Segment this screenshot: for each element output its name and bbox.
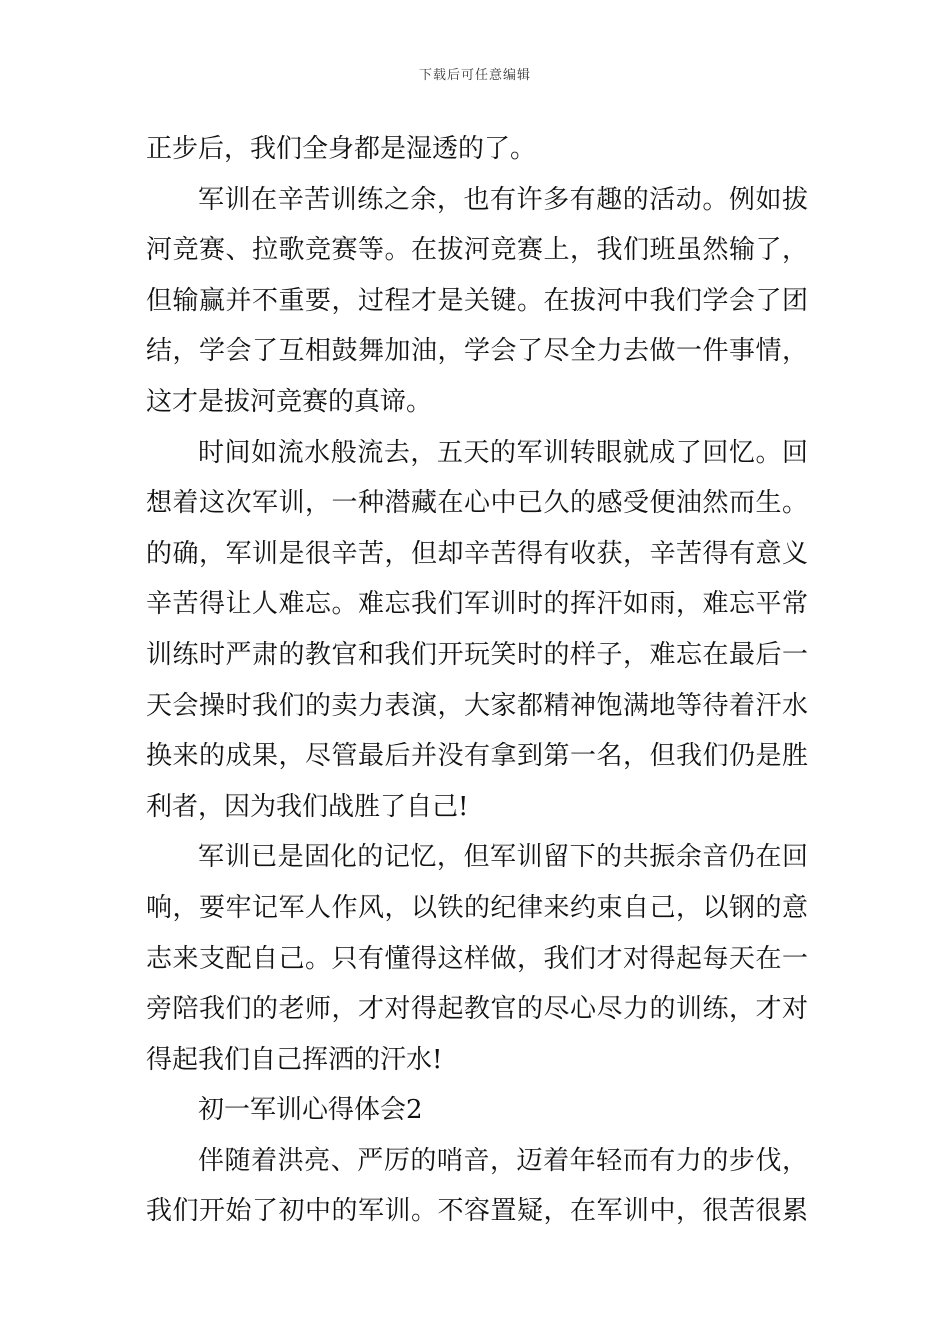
text-line: 得起我们自己挥洒的汗水! bbox=[146, 1044, 443, 1075]
text-line: 但输赢并不重要，过程才是关键。在拔河中我们学会了团 bbox=[146, 285, 808, 316]
text-line: 伴随着洪亮、严厉的哨音，迈着年轻而有力的步伐， bbox=[198, 1145, 808, 1176]
text-line: 河竞赛、拉歌竞赛等。在拔河竞赛上，我们班虽然输了， bbox=[146, 235, 808, 266]
text-line: 军训在辛苦训练之余，也有许多有趣的活动。例如拔 bbox=[198, 184, 808, 215]
paragraph-memories bbox=[146, 428, 808, 833]
text-line: 想着这次军训，一种潜藏在心中已久的感受便油然而生。 bbox=[146, 488, 808, 519]
text-line: 时间如流水般流去，五天的军训转眼就成了回忆。回 bbox=[198, 437, 808, 468]
text-line: 结，学会了互相鼓舞加油，学会了尽全力去做一件事情， bbox=[146, 336, 808, 367]
text-line: 的确，军训是很辛苦，但却辛苦得有收获，辛苦得有意义 bbox=[146, 538, 808, 569]
paragraph-resolution bbox=[146, 832, 808, 1085]
text-line: 志来支配自己。只有懂得这样做，我们才对得起每天在一 bbox=[146, 943, 808, 974]
paragraph-intro-2 bbox=[146, 1136, 808, 1237]
page-header: 下载后可任意编辑 bbox=[418, 68, 531, 83]
text-line: 正步后，我们全身都是湿透的了。 bbox=[146, 134, 537, 164]
text-line: 训练时严肃的教官和我们开玩笑时的样子，难忘在最后一 bbox=[146, 639, 808, 670]
text-line: 这才是拔河竞赛的真谛。 bbox=[146, 386, 433, 417]
text-line: 军训已是固化的记忆，但军训留下的共振余音仍在回 bbox=[198, 842, 808, 873]
section-title: 初一军训心得体会2 bbox=[198, 1095, 423, 1126]
text-line: 旁陪我们的老师，才对得起教官的尽心尽力的训练，才对 bbox=[146, 994, 808, 1025]
document-body bbox=[146, 124, 808, 1237]
text-line: 换来的成果，尽管最后并没有拿到第一名，但我们仍是胜 bbox=[146, 741, 808, 772]
section-heading bbox=[146, 1085, 808, 1136]
paragraph-fun-activities bbox=[146, 175, 808, 428]
text-line: 辛苦得让人难忘。难忘我们军训时的挥汗如雨，难忘平常 bbox=[146, 589, 808, 620]
text-line: 天会操时我们的卖力表演，大家都精神饱满地等待着汗水 bbox=[146, 690, 808, 721]
text-line: 利者，因为我们战胜了自己! bbox=[146, 791, 469, 822]
paragraph-continuation bbox=[146, 124, 808, 175]
text-line: 响，要牢记军人作风，以铁的纪律来约束自己，以钢的意 bbox=[146, 892, 808, 923]
text-line: 我们开始了初中的军训。不容置疑，在军训中，很苦很累 bbox=[146, 1196, 808, 1227]
